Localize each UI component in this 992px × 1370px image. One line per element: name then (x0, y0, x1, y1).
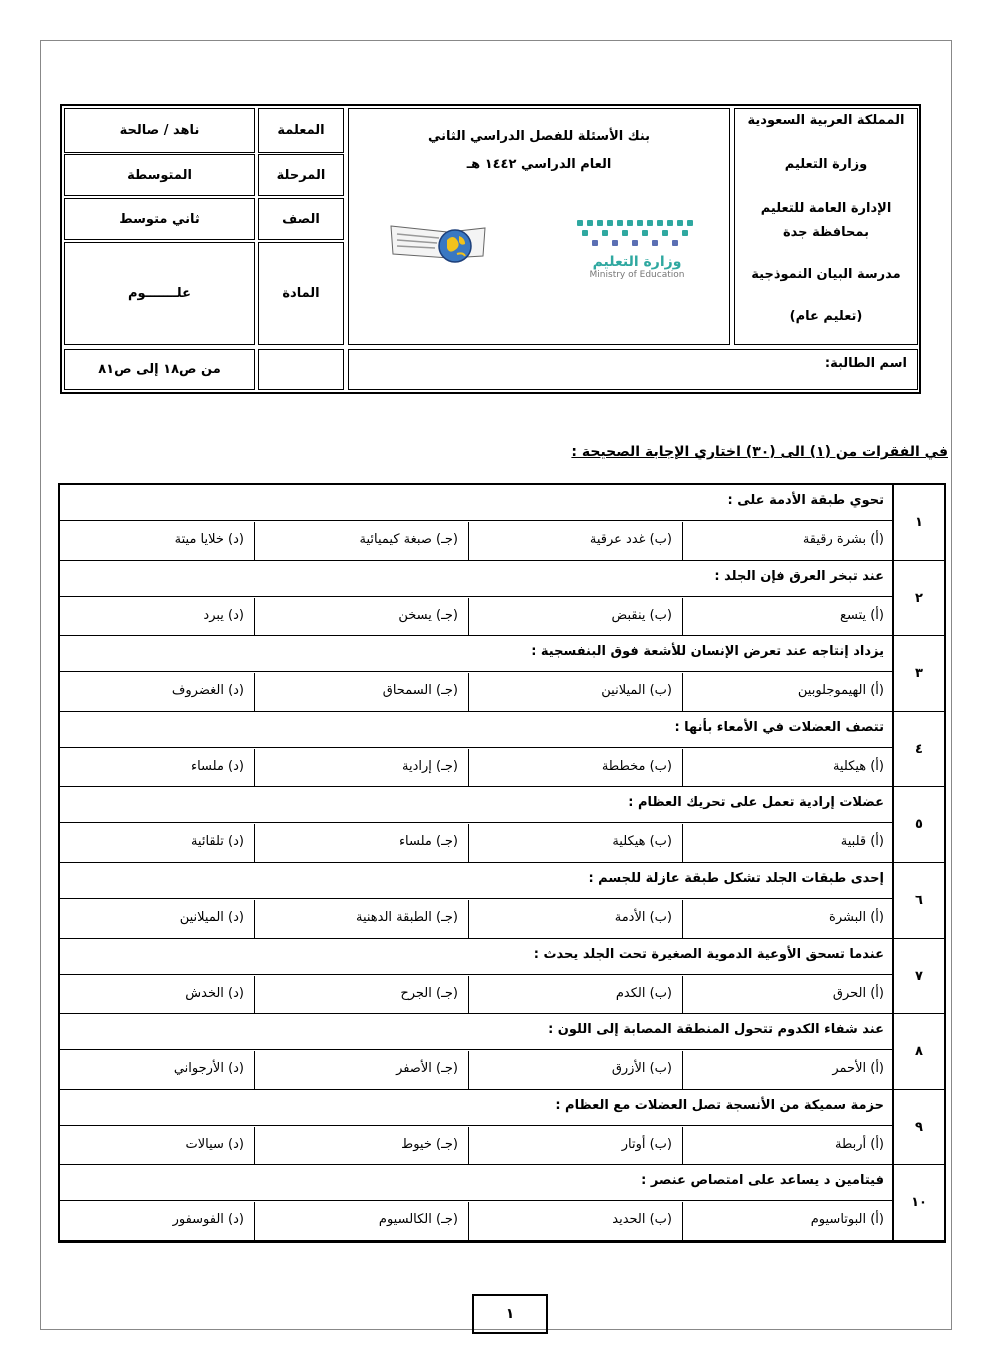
answer-option-b[interactable]: (ب) الميلانين (468, 673, 682, 711)
stage-label: المرحلة (258, 154, 344, 196)
answer-option-c[interactable]: (جـ) الطبقة الدهنية (254, 900, 468, 938)
academic-year: العام الدراسي ١٤٤٢ هـ (466, 157, 612, 172)
empty-cell (258, 349, 344, 390)
answer-option-b[interactable]: (ب) أوتار (468, 1127, 682, 1164)
answer-option-c[interactable]: (جـ) صبغة كيميائية (254, 522, 468, 560)
grade-value: ثاني متوسط (64, 198, 255, 240)
question-stem: فيتامين د يساعد على امتصاص عنصر : (60, 1165, 894, 1201)
answer-option-b[interactable]: (ب) غدد عرقية (468, 522, 682, 560)
options-row (60, 673, 894, 712)
answer-option-a[interactable]: (أ) الحرق (682, 976, 894, 1013)
answer-option-c[interactable]: (جـ) الجرح (254, 976, 468, 1013)
answer-option-a[interactable]: (أ) البوتاسيوم (682, 1202, 894, 1240)
answer-option-c[interactable]: (جـ) الأصفر (254, 1051, 468, 1089)
school-name: مدرسة البيان النموذجية (751, 267, 901, 282)
options-row (60, 976, 894, 1014)
answer-option-a[interactable]: (أ) قلبية (682, 824, 894, 862)
stage-value: المتوسطة (64, 154, 255, 196)
question-number: ٨ (892, 1014, 944, 1090)
question-stem: حزمة سميكة من الأنسجة تصل العضلات مع العظام : (60, 1090, 894, 1126)
school-globe-logo (389, 218, 489, 270)
answer-option-d[interactable]: (د) الميلانين (179, 910, 244, 925)
answer-option-a[interactable]: (أ) الأحمر (682, 1051, 894, 1089)
answer-option-c[interactable]: (جـ) خيوط (254, 1127, 468, 1164)
answer-option-b[interactable]: (ب) هيكلية (468, 824, 682, 862)
question-stem: تتصف العضلات في الأمعاء بأنها : (60, 712, 894, 748)
grade-label: الصف (258, 198, 344, 240)
answer-option-b[interactable]: (ب) الكدم (468, 976, 682, 1013)
answer-option-c[interactable]: (جـ) الكالسيوم (254, 1202, 468, 1240)
instructions: في الفقرات من (١) الى (٣٠) اختاري الإجابة الصحيحة : (571, 444, 948, 460)
answer-option-b[interactable]: (ب) الأدمة (468, 900, 682, 938)
question-number: ١ (892, 485, 944, 561)
answer-option-b[interactable]: (ب) الأزرق (468, 1051, 682, 1089)
answer-option-a[interactable]: (أ) البشرة (682, 900, 894, 938)
options-row (60, 522, 894, 561)
question-stem: عضلات إرادية تعمل على تحريك العظام : (60, 787, 894, 823)
answer-option-a[interactable]: (أ) الهيموجلوبين (682, 673, 894, 711)
bank-title: بنك الأسئلة للفصل الدراسي الثاني (427, 129, 651, 144)
answer-option-a[interactable]: (أ) بشرة رقيقة (682, 522, 894, 560)
answer-option-d[interactable]: (د) تلقائية (190, 834, 244, 849)
answer-option-a[interactable]: (أ) هيكلية (682, 749, 894, 786)
teacher-value: ناهد / صالحة (64, 108, 255, 153)
answer-option-d[interactable]: (د) سيالات (185, 1137, 244, 1152)
answer-option-c[interactable]: (جـ) إرادية (254, 749, 468, 786)
options-row (60, 749, 894, 787)
answer-option-d[interactable]: (د) خلايا ميتة (174, 532, 244, 547)
administration-line1: الإدارة العامة للتعليم (760, 201, 892, 216)
ministry-name: وزارة التعليم (784, 157, 868, 172)
moe-logo (557, 216, 717, 280)
student-name-row[interactable] (348, 349, 918, 390)
options-row (60, 824, 894, 863)
answer-option-d[interactable]: (د) يبرد (203, 608, 244, 623)
question-number: ٩ (892, 1090, 944, 1165)
question-stem: تحوي طبقة الأدمة على : (60, 485, 894, 521)
teacher-label: المعلمة (258, 108, 344, 153)
administration-line2: بمحافظة جدة (783, 225, 869, 240)
moe-logo-arabic: وزارة التعليم (592, 254, 682, 270)
exam-header (60, 104, 921, 394)
answer-option-b[interactable]: (ب) مخططة (468, 749, 682, 786)
question-stem: إحدى طبقات الجلد تشكل طبقة عازلة للجسم : (60, 863, 894, 899)
question-number: ٦ (892, 863, 944, 939)
bank-title-block (348, 108, 730, 345)
kingdom-name: المملكة العربية السعودية (747, 113, 905, 128)
question-number: ٢ (892, 561, 944, 636)
answer-option-a[interactable]: (أ) أربطة (682, 1127, 894, 1164)
question-number: ٣ (892, 636, 944, 712)
answer-option-b[interactable]: (ب) الحديد (468, 1202, 682, 1240)
question-number: ٤ (892, 712, 944, 787)
subject-value: علـــــــوم (64, 242, 255, 345)
answer-option-c[interactable]: (جـ) ملساء (254, 824, 468, 862)
question-number: ٥ (892, 787, 944, 863)
student-name-label: اسم الطالبة: (824, 356, 907, 371)
answer-option-c[interactable]: (جـ) السمحاق (254, 673, 468, 711)
pages-range: من ص١٨ إلى ص٨١ (64, 349, 255, 390)
school-type: (تعليم عام) (789, 309, 863, 324)
moe-pattern-icon (557, 216, 717, 250)
question-stem: عندما تسحق الأوعية الدموية الصغيرة تحت الجلد يحدث : (60, 939, 894, 975)
moe-logo-english: Ministry of Education (589, 270, 685, 280)
question-number: ١٠ (892, 1165, 944, 1241)
answer-option-d[interactable]: (د) الخدش (185, 986, 244, 1001)
subject-label: المادة (258, 242, 344, 345)
answer-option-d[interactable]: (د) الأرجواني (173, 1061, 244, 1076)
options-row (60, 1051, 894, 1090)
question-stem: عند تبخر العرق فإن الجلد : (60, 561, 894, 597)
answer-option-c[interactable]: (جـ) يسخن (254, 598, 468, 635)
options-row (60, 1202, 894, 1241)
answer-option-d[interactable]: (د) الفوسفور (172, 1212, 244, 1227)
options-row (60, 1127, 894, 1165)
options-row (60, 598, 894, 636)
questions-table (58, 483, 946, 1243)
question-stem: عند شفاء الكدوم تتحول المنطقة المصابة إلى اللون : (60, 1014, 894, 1050)
question-stem: يزداد إنتاجه عند تعرض الإنسان للأشعة فوق البنفسجية : (60, 636, 894, 672)
school-info (734, 108, 918, 345)
question-number: ٧ (892, 939, 944, 1014)
answer-option-b[interactable]: (ب) ينقبض (468, 598, 682, 635)
answer-option-d[interactable]: (د) ملساء (190, 759, 244, 774)
options-row (60, 900, 894, 939)
answer-option-a[interactable]: (أ) يتسع (682, 598, 894, 635)
answer-option-d[interactable]: (د) الغضروف (171, 683, 244, 698)
page-number: ١ (472, 1294, 548, 1334)
